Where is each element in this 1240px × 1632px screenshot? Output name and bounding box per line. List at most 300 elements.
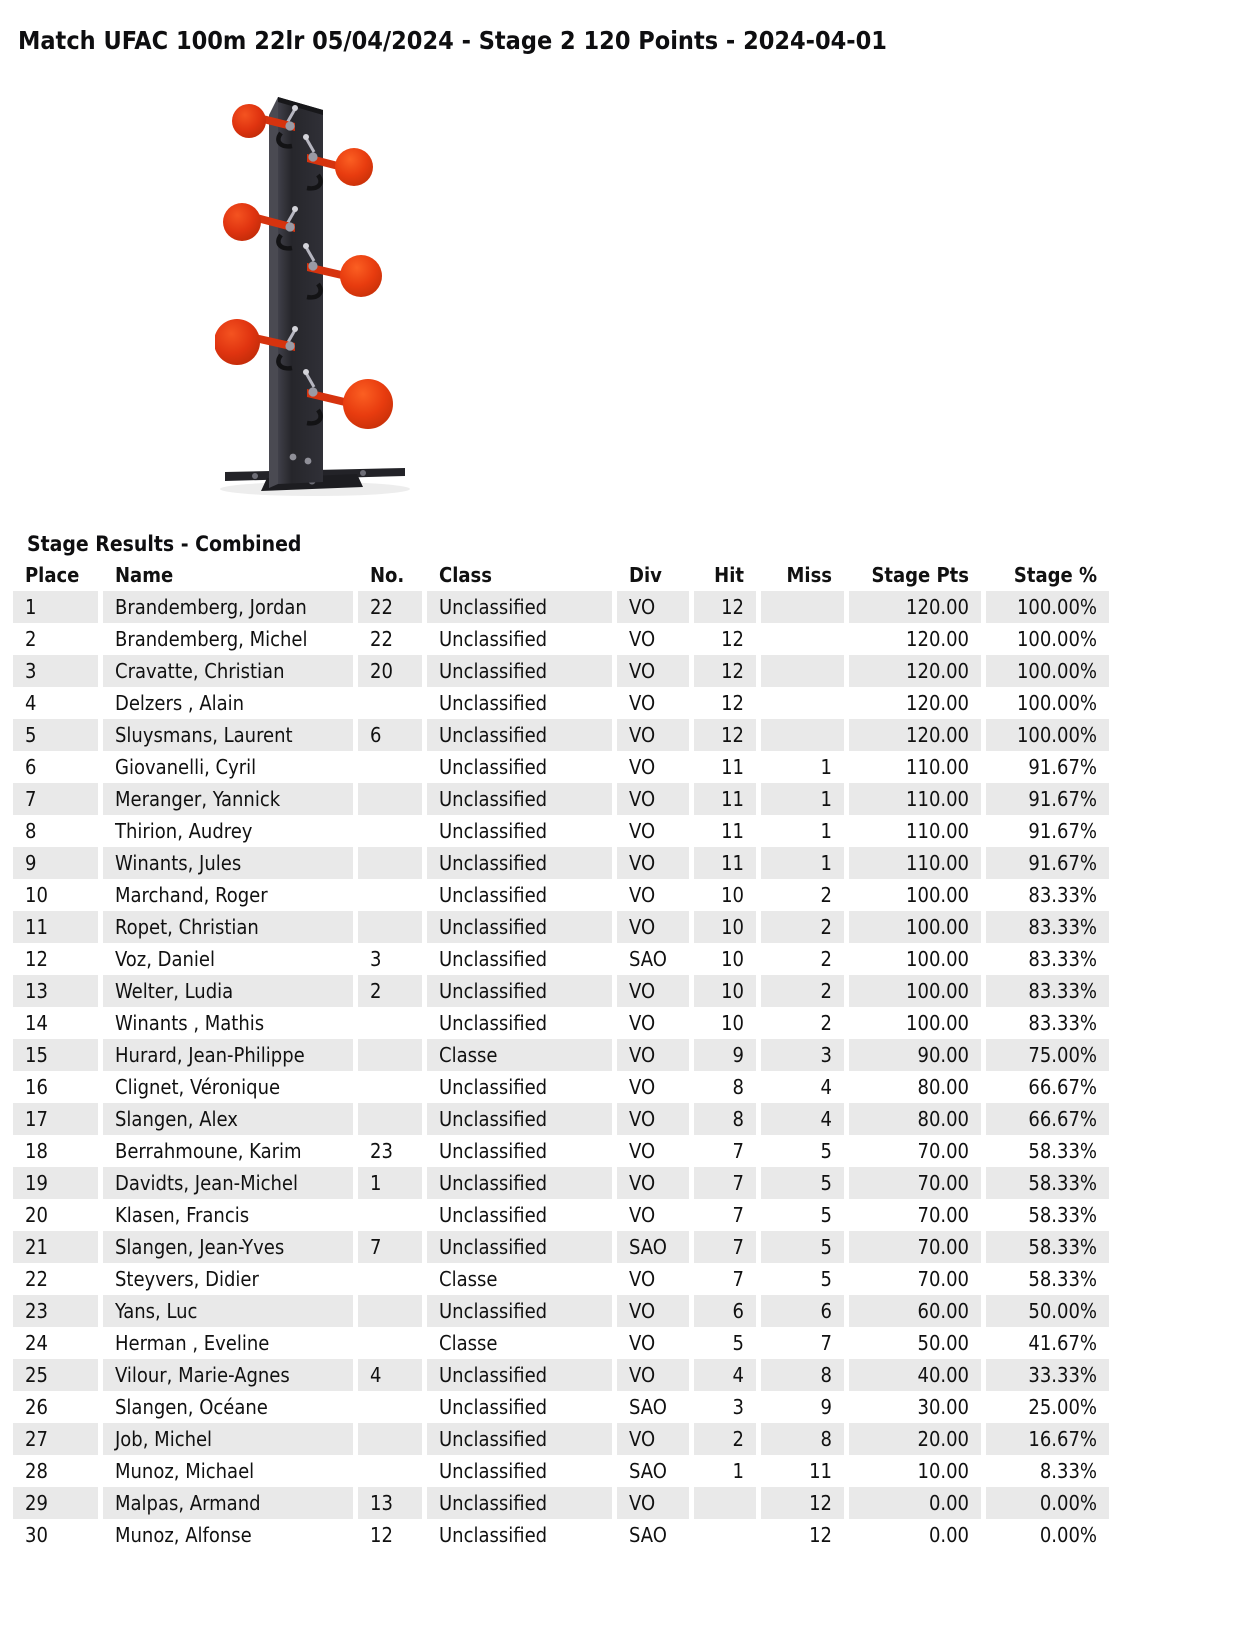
cell-div: VO (629, 627, 656, 651)
cell-name: Slangen, Jean-Yves (103, 1231, 353, 1263)
cell-miss: 2 (820, 883, 832, 907)
table-row (13, 1103, 1109, 1135)
cell-miss: 6 (761, 1295, 844, 1327)
cell-stage-pct: 16.67% (986, 1423, 1109, 1455)
cell-class: Unclassified (439, 1459, 548, 1483)
cell-no (358, 1199, 422, 1231)
cell-hit: 11 (721, 819, 744, 843)
cell-hit: 12 (694, 591, 756, 623)
cell-class: Unclassified (427, 1359, 612, 1391)
cell-miss: 12 (809, 1523, 832, 1547)
cell-div: VO (629, 755, 656, 779)
table-row (13, 623, 1109, 655)
cell-name: Brandemberg, Michel (115, 627, 308, 651)
cell-class: Classe (439, 1267, 498, 1291)
cell-hit: 7 (694, 1167, 756, 1199)
cell-name: Vilour, Marie-Agnes (103, 1359, 353, 1391)
cell-name: Yans, Luc (103, 1295, 353, 1327)
cell-miss: 2 (761, 975, 844, 1007)
cell-miss: 5 (820, 1139, 832, 1163)
cell-no: 22 (370, 627, 393, 651)
cell-name: Berrahmoune, Karim (115, 1139, 302, 1163)
cell-stage-pct: 58.33% (1028, 1203, 1097, 1227)
cell-miss (761, 591, 844, 623)
cell-no (358, 1295, 422, 1327)
cell-place: 8 (25, 819, 37, 843)
cell-no (358, 1071, 422, 1103)
cell-hit: 4 (694, 1359, 756, 1391)
cell-stage-pts: 80.00 (849, 1103, 981, 1135)
cell-stage-pts: 120.00 (849, 719, 981, 751)
cell-class: Unclassified (427, 847, 612, 879)
cell-hit: 11 (694, 783, 756, 815)
cell-hit: 10 (721, 1011, 744, 1035)
cell-name: Job, Michel (103, 1423, 353, 1455)
cell-div: VO (629, 1331, 656, 1355)
table-row (13, 1263, 1109, 1295)
table-row (13, 1519, 1109, 1551)
cell-name: Munoz, Michael (115, 1459, 255, 1483)
table-row (13, 1007, 1109, 1039)
cell-hit (694, 1487, 756, 1519)
cell-hit: 1 (732, 1459, 744, 1483)
cell-place: 7 (13, 783, 98, 815)
column-header-miss: Miss (786, 563, 832, 587)
cell-div: SAO (629, 1459, 667, 1483)
cell-stage-pct: 91.67% (1028, 755, 1097, 779)
cell-no: 1 (358, 1167, 422, 1199)
target-photo (215, 85, 415, 505)
cell-stage-pct: 83.33% (986, 911, 1109, 943)
cell-hit: 6 (694, 1295, 756, 1327)
cell-class: Unclassified (427, 1295, 612, 1327)
cell-name: Delzers , Alain (115, 691, 245, 715)
cell-hit: 12 (721, 691, 744, 715)
cell-stage-pts: 30.00 (917, 1395, 969, 1419)
table-row (13, 815, 1109, 847)
cell-stage-pts: 10.00 (917, 1459, 969, 1483)
cell-div: VO (617, 1167, 689, 1199)
cell-div: SAO (629, 1395, 667, 1419)
cell-no: 4 (358, 1359, 422, 1391)
cell-name: Malpas, Armand (103, 1487, 353, 1519)
cell-stage-pct: 58.33% (986, 1231, 1109, 1263)
cell-place: 19 (13, 1167, 98, 1199)
cell-stage-pts: 110.00 (906, 819, 969, 843)
cell-no: 6 (358, 719, 422, 751)
cell-class: Unclassified (427, 911, 612, 943)
cell-stage-pct: 58.33% (986, 1167, 1109, 1199)
cell-name: Slangen, Océane (115, 1395, 268, 1419)
cell-miss: 5 (761, 1167, 844, 1199)
cell-name: Welter, Ludia (103, 975, 353, 1007)
cell-stage-pct: 75.00% (986, 1039, 1109, 1071)
cell-no (358, 911, 422, 943)
cell-miss: 8 (761, 1359, 844, 1391)
table-row (13, 783, 1109, 815)
cell-hit: 10 (721, 947, 744, 971)
cell-place: 21 (13, 1231, 98, 1263)
table-row (13, 943, 1109, 975)
cell-div: VO (629, 1011, 656, 1035)
cell-no (358, 1039, 422, 1071)
cell-class: Unclassified (439, 755, 548, 779)
cell-div: VO (629, 883, 656, 907)
cell-hit: 12 (694, 655, 756, 687)
cell-div: VO (629, 1139, 656, 1163)
cell-place: 11 (13, 911, 98, 943)
table-row (13, 1295, 1109, 1327)
column-header-place: Place (25, 563, 80, 587)
cell-hit: 10 (721, 883, 744, 907)
table-row (13, 911, 1109, 943)
cell-class: Unclassified (427, 1487, 612, 1519)
cell-place: 6 (25, 755, 37, 779)
cell-class: Unclassified (427, 1103, 612, 1135)
cell-stage-pts: 120.00 (906, 627, 969, 651)
cell-div: VO (617, 591, 689, 623)
cell-stage-pts: 80.00 (917, 1075, 969, 1099)
cell-miss: 3 (761, 1039, 844, 1071)
cell-stage-pct: 0.00% (986, 1487, 1109, 1519)
cell-no: 13 (358, 1487, 422, 1519)
cell-miss: 8 (761, 1423, 844, 1455)
cell-place: 1 (13, 591, 98, 623)
cell-hit: 7 (694, 1231, 756, 1263)
cell-div: VO (617, 783, 689, 815)
dueling-tree-target-image (215, 85, 415, 505)
table-row (13, 591, 1109, 623)
results-table (8, 560, 1114, 1551)
cell-class: Unclassified (427, 783, 612, 815)
cell-no: 12 (370, 1523, 393, 1547)
cell-place: 22 (25, 1267, 48, 1291)
column-header-hit: Hit (714, 563, 744, 587)
cell-name: Thirion, Audrey (115, 819, 253, 843)
cell-place: 14 (25, 1011, 48, 1035)
cell-stage-pts: 20.00 (849, 1423, 981, 1455)
cell-stage-pct: 91.67% (986, 847, 1109, 879)
cell-hit: 2 (694, 1423, 756, 1455)
cell-hit: 3 (732, 1395, 744, 1419)
cell-no (358, 1423, 422, 1455)
cell-class: Unclassified (427, 719, 612, 751)
cell-place: 15 (13, 1039, 98, 1071)
table-row (13, 1391, 1109, 1423)
cell-stage-pts: 70.00 (917, 1139, 969, 1163)
cell-stage-pts: 100.00 (849, 911, 981, 943)
cell-no (358, 847, 422, 879)
cell-place: 3 (13, 655, 98, 687)
cell-stage-pts: 120.00 (849, 591, 981, 623)
cell-place: 13 (13, 975, 98, 1007)
cell-no (358, 751, 422, 783)
cell-no (358, 783, 422, 815)
cell-class: Unclassified (439, 883, 548, 907)
cell-class: Unclassified (427, 591, 612, 623)
cell-miss: 4 (761, 1103, 844, 1135)
cell-name: Cravatte, Christian (103, 655, 353, 687)
cell-div: VO (617, 975, 689, 1007)
cell-class: Unclassified (439, 1523, 548, 1547)
table-row (13, 655, 1109, 687)
section-heading: Stage Results - Combined (27, 532, 302, 556)
cell-name: Munoz, Alfonse (115, 1523, 252, 1547)
cell-stage-pts: 50.00 (917, 1331, 969, 1355)
cell-hit: 12 (694, 719, 756, 751)
table-row (13, 1039, 1109, 1071)
cell-miss: 1 (761, 783, 844, 815)
table-header-row (13, 560, 1109, 591)
cell-place: 5 (13, 719, 98, 751)
cell-class: Classe (427, 1039, 612, 1071)
cell-no: 23 (370, 1139, 393, 1163)
cell-hit: 7 (732, 1203, 744, 1227)
cell-stage-pct: 66.67% (1028, 1075, 1097, 1099)
table-row (13, 1135, 1109, 1167)
cell-hit: 5 (732, 1331, 744, 1355)
cell-name: Steyvers, Didier (115, 1267, 259, 1291)
cell-hit: 8 (732, 1075, 744, 1099)
cell-div: VO (617, 1487, 689, 1519)
cell-stage-pts: 40.00 (849, 1359, 981, 1391)
cell-div: VO (617, 911, 689, 943)
cell-hit: 10 (694, 911, 756, 943)
cell-class: Unclassified (439, 947, 548, 971)
cell-div: VO (629, 819, 656, 843)
cell-class: Unclassified (439, 1075, 548, 1099)
cell-div: VO (629, 1267, 656, 1291)
cell-miss: 4 (820, 1075, 832, 1099)
table-row (13, 719, 1109, 751)
table-row (13, 1231, 1109, 1263)
cell-name: Voz, Daniel (115, 947, 215, 971)
cell-div: VO (629, 1075, 656, 1099)
cell-class: Unclassified (439, 1139, 548, 1163)
cell-name: Meranger, Yannick (103, 783, 353, 815)
cell-stage-pts: 100.00 (906, 1011, 969, 1035)
cell-place: 10 (25, 883, 48, 907)
cell-place: 29 (13, 1487, 98, 1519)
cell-place: 16 (25, 1075, 48, 1099)
cell-place: 24 (25, 1331, 48, 1355)
cell-no (358, 1103, 422, 1135)
table-row (13, 879, 1109, 911)
cell-div: VO (617, 1423, 689, 1455)
cell-miss (761, 655, 844, 687)
cell-div: VO (629, 691, 656, 715)
cell-class: Unclassified (427, 1167, 612, 1199)
cell-miss: 12 (761, 1487, 844, 1519)
cell-stage-pts: 70.00 (917, 1267, 969, 1291)
cell-stage-pct: 83.33% (1028, 947, 1097, 971)
cell-miss: 5 (820, 1267, 832, 1291)
cell-stage-pct: 83.33% (1028, 883, 1097, 907)
cell-stage-pct: 58.33% (1028, 1139, 1097, 1163)
cell-name: Herman , Eveline (115, 1331, 270, 1355)
cell-no (358, 687, 422, 719)
cell-class: Unclassified (439, 1011, 548, 1035)
cell-stage-pct: 100.00% (986, 591, 1109, 623)
cell-no (358, 1007, 422, 1039)
table-row (13, 1071, 1109, 1103)
cell-stage-pts: 0.00 (849, 1487, 981, 1519)
cell-hit: 9 (694, 1039, 756, 1071)
cell-no: 7 (358, 1231, 422, 1263)
cell-div: VO (617, 1103, 689, 1135)
cell-place: 20 (25, 1203, 48, 1227)
table-row (13, 1359, 1109, 1391)
cell-div: VO (617, 1295, 689, 1327)
table-row (13, 1167, 1109, 1199)
cell-hit: 12 (721, 627, 744, 651)
results-table-body (13, 591, 1109, 1551)
cell-name: Sluysmans, Laurent (103, 719, 353, 751)
column-header-no: No. (370, 563, 405, 587)
cell-div: SAO (617, 1231, 689, 1263)
cell-stage-pts: 90.00 (849, 1039, 981, 1071)
cell-stage-pts: 120.00 (906, 691, 969, 715)
cell-miss (761, 687, 844, 719)
cell-class: Unclassified (439, 1395, 548, 1419)
cell-name: Brandemberg, Jordan (103, 591, 353, 623)
table-row (13, 1423, 1109, 1455)
cell-name: Winants, Jules (103, 847, 353, 879)
cell-place: 25 (13, 1359, 98, 1391)
cell-miss: 5 (761, 1231, 844, 1263)
stage-results-page (0, 26, 1240, 1551)
cell-stage-pts: 100.00 (849, 975, 981, 1007)
cell-place: 2 (25, 627, 37, 651)
cell-no (358, 1455, 422, 1487)
cell-miss: 1 (820, 755, 832, 779)
cell-class: Unclassified (427, 655, 612, 687)
table-row (13, 1455, 1109, 1487)
cell-hit: 11 (721, 755, 744, 779)
cell-class: Classe (439, 1331, 498, 1355)
cell-miss (761, 719, 844, 751)
cell-stage-pct: 83.33% (986, 975, 1109, 1007)
page-title: Match UFAC 100m 22lr 05/04/2024 - Stage 2 120 Points - 2024-04-01 (18, 26, 887, 55)
cell-name: Winants , Mathis (115, 1011, 265, 1035)
cell-stage-pts: 120.00 (849, 655, 981, 687)
cell-hit: 10 (694, 975, 756, 1007)
cell-div: VO (629, 1203, 656, 1227)
cell-place: 4 (25, 691, 37, 715)
cell-hit: 7 (732, 1267, 744, 1291)
cell-stage-pct: 100.00% (986, 655, 1109, 687)
cell-hit: 11 (694, 847, 756, 879)
cell-class: Unclassified (439, 1203, 548, 1227)
cell-no: 22 (358, 591, 422, 623)
column-header-class: Class (439, 563, 492, 587)
cell-div: VO (617, 1039, 689, 1071)
cell-stage-pct: 100.00% (1016, 627, 1097, 651)
cell-miss: 5 (820, 1203, 832, 1227)
cell-stage-pct: 0.00% (1039, 1523, 1097, 1547)
cell-div: VO (617, 847, 689, 879)
table-row (13, 687, 1109, 719)
table-row (13, 975, 1109, 1007)
cell-stage-pts: 60.00 (849, 1295, 981, 1327)
cell-div: VO (617, 1359, 689, 1391)
cell-stage-pct: 50.00% (986, 1295, 1109, 1327)
cell-no (358, 1263, 422, 1295)
cell-place: 9 (13, 847, 98, 879)
cell-miss: 2 (820, 947, 832, 971)
cell-place: 17 (13, 1103, 98, 1135)
cell-no (358, 815, 422, 847)
cell-div: VO (617, 655, 689, 687)
cell-class: Unclassified (427, 975, 612, 1007)
cell-miss (761, 623, 844, 655)
cell-no (358, 1327, 422, 1359)
cell-stage-pts: 100.00 (906, 883, 969, 907)
cell-stage-pts: 70.00 (917, 1203, 969, 1227)
cell-name: Slangen, Alex (103, 1103, 353, 1135)
cell-stage-pts: 70.00 (849, 1231, 981, 1263)
cell-stage-pts: 110.00 (849, 847, 981, 879)
cell-miss: 2 (820, 1011, 832, 1035)
cell-div: SAO (629, 947, 667, 971)
cell-place: 23 (13, 1295, 98, 1327)
cell-hit: 7 (732, 1139, 744, 1163)
cell-place: 30 (25, 1523, 48, 1547)
cell-stage-pct: 100.00% (1016, 691, 1097, 715)
cell-stage-pct: 83.33% (1028, 1011, 1097, 1035)
cell-place: 27 (13, 1423, 98, 1455)
cell-hit: 8 (694, 1103, 756, 1135)
cell-place: 18 (25, 1139, 48, 1163)
cell-stage-pct: 91.67% (1028, 819, 1097, 843)
cell-hit (694, 1519, 756, 1551)
cell-class: Unclassified (439, 691, 548, 715)
cell-no (358, 1391, 422, 1423)
table-row (13, 1199, 1109, 1231)
cell-miss: 1 (761, 847, 844, 879)
column-header-stage-pts: Stage Pts (871, 563, 969, 587)
column-header-div: Div (629, 563, 662, 587)
cell-name: Marchand, Roger (115, 883, 268, 907)
cell-stage-pct: 8.33% (1039, 1459, 1097, 1483)
cell-class: Unclassified (427, 1231, 612, 1263)
cell-div: SAO (629, 1523, 667, 1547)
cell-place: 28 (25, 1459, 48, 1483)
cell-stage-pts: 70.00 (849, 1167, 981, 1199)
column-header-name: Name (115, 563, 174, 587)
cell-stage-pts: 110.00 (849, 783, 981, 815)
cell-class: Unclassified (439, 627, 548, 651)
cell-name: Giovanelli, Cyril (115, 755, 257, 779)
cell-miss: 9 (820, 1395, 832, 1419)
cell-div: VO (617, 719, 689, 751)
cell-no: 3 (370, 947, 382, 971)
cell-place: 26 (25, 1395, 48, 1419)
cell-stage-pct: 66.67% (986, 1103, 1109, 1135)
cell-no (358, 879, 422, 911)
cell-stage-pts: 110.00 (906, 755, 969, 779)
cell-stage-pts: 100.00 (906, 947, 969, 971)
cell-stage-pts: 0.00 (928, 1523, 969, 1547)
cell-stage-pct: 25.00% (1028, 1395, 1097, 1419)
cell-name: Ropet, Christian (103, 911, 353, 943)
cell-name: Davidts, Jean-Michel (103, 1167, 353, 1199)
cell-name: Klasen, Francis (115, 1203, 250, 1227)
cell-no: 2 (358, 975, 422, 1007)
cell-place: 12 (25, 947, 48, 971)
cell-stage-pct: 41.67% (1028, 1331, 1097, 1355)
cell-miss: 1 (820, 819, 832, 843)
